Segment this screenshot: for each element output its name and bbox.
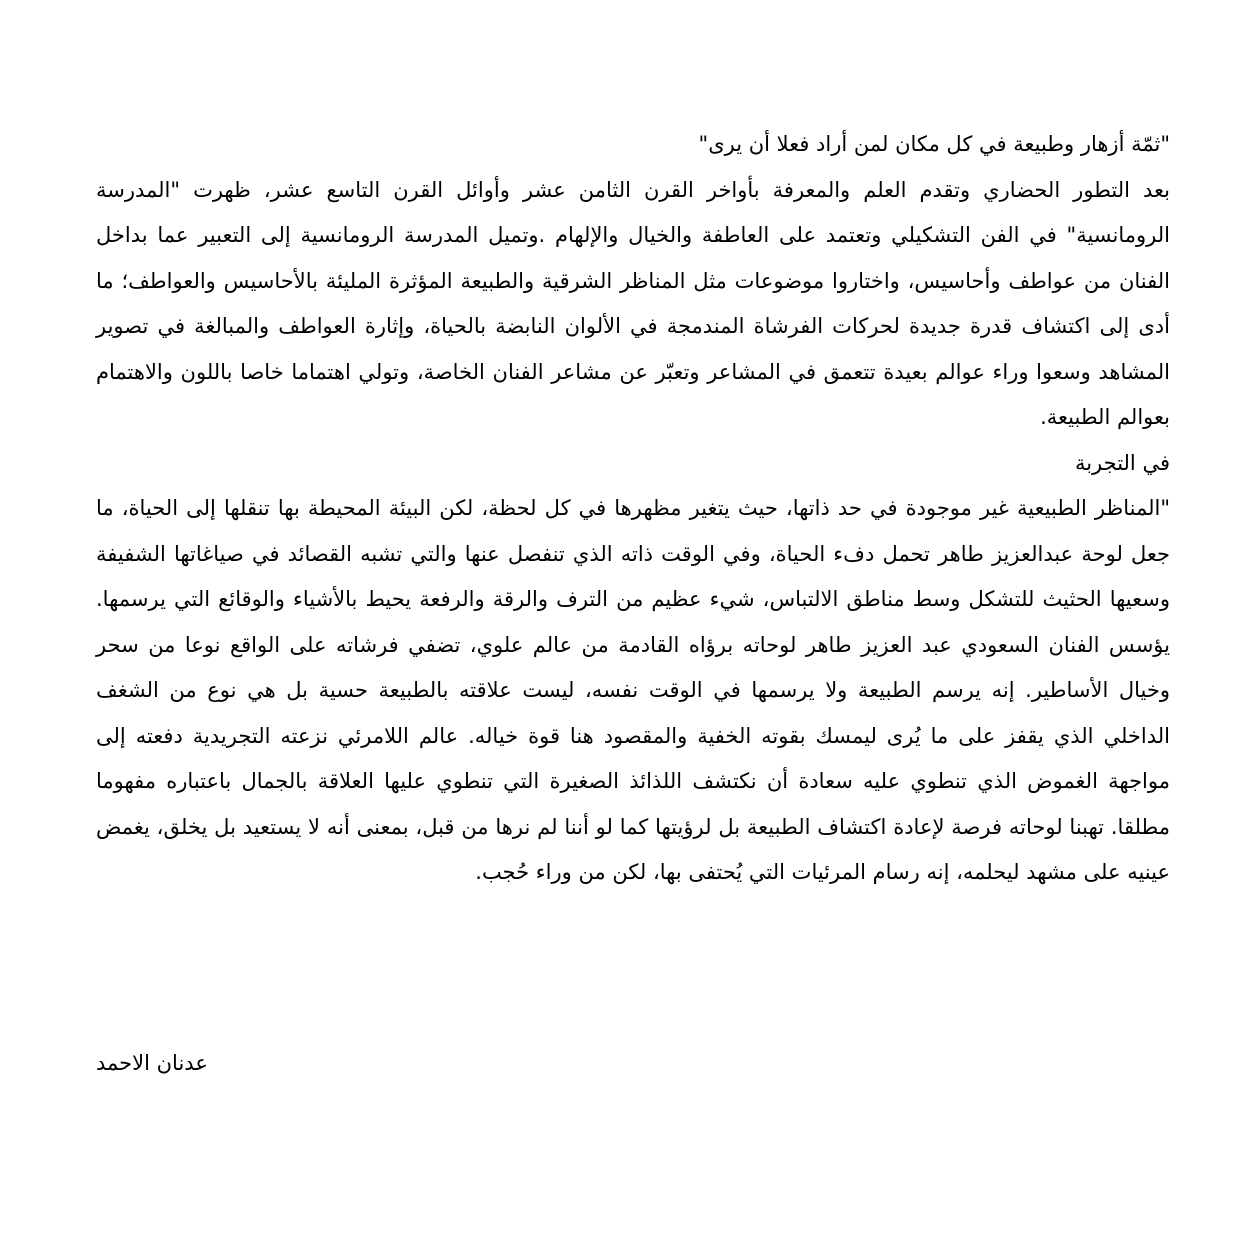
experience-paragraph: "المناظر الطبيعية غير موجودة في حد ذاتها، حيث يتغير مظهرها في كل لحظة، لكن البيئة المحيطة بها تنقلها إلى الحياة، ما جعل لوحة عبدالعزيز طاهر تحمل دفء الحياة، وفي الوقت ذاته الذي تنفصل عنها والتي تشبه القصائد في صياغاتها الشفيفة وسعيها الحثيث للتشكل وسط مناطق الالتباس، شيء عظيم من الترف والرقة والرفعة يحيط بالأشياء والوقائع التي يرسمها. يؤسس الفنان السعودي عبد العزيز طاهر لوحاته برؤاه القادمة من عالم علوي، تضفي فرشاته على الواقع نوعا من سحر وخيال الأساطير. إنه يرسم الطبيعة ولا يرسمها في الوقت نفسه، ليست علاقته بالطبيعة حسية بل هي نوع من الشغف الداخلي الذي يقفز على ما يُرى ليمسك بقوته الخفية والمقصود هنا قوة خياله. عالم اللامرئي نزعته التجريدية دفعته إلى مواجهة الغموض الذي تنطوي عليه سعادة أن نكتشف اللذائذ الصغيرة التي تنطوي عليها العلاقة بالجمال باعتباره مفهوما مطلقا. تهبنا لوحاته فرصة لإعادة اكتشاف الطبيعة بل لرؤيتها كما لو أننا لم نرها من قبل، بمعنى أنه لا يستعيد بل يخلق، يغمض عينيه على مشهد ليحلمه، إنه رسام المرئيات التي يُحتفى بها، لكن من وراء حُجب.: [96, 496, 1170, 884]
intro-paragraph: بعد التطور الحضاري وتقدم العلم والمعرفة بأواخر القرن الثامن عشر وأوائل القرن التاسع عشر، ظهرت "المدرسة الرومانسية" في الفن التشكيلي وتعتمد على العاطفة والخيال والإلهام .وتميل المدرسة الرومانسية إلى التعبير عما بداخل الفنان من عواطف وأحاسيس، واختاروا موضوعات مثل المناظر الشرقية والطبيعة المؤثرة المليئة بالأحاسيس والعواطف؛ ما أدى إلى اكتشاف قدرة جديدة لحركات الفرشاة المندمجة في الألوان النابضة بالحياة، وإثارة العواطف والمبالغة في تصوير المشاهد وسعوا وراء عوالم بعيدة تتعمق في المشاعر وتعبّر عن مشاعر الفنان الخاصة، وتولي اهتماما خاصا باللون والاهتمام بعوالم الطبيعة.: [96, 177, 1170, 429]
author-signature: عدنان الاحمد: [96, 1051, 208, 1075]
article-body: [96, 122, 1170, 896]
section-heading: في التجربة: [1074, 450, 1170, 475]
quote-title: "ثمّة أزهار وطبيعة في كل مكان لمن أراد فعلا أن يرى": [698, 132, 1170, 156]
